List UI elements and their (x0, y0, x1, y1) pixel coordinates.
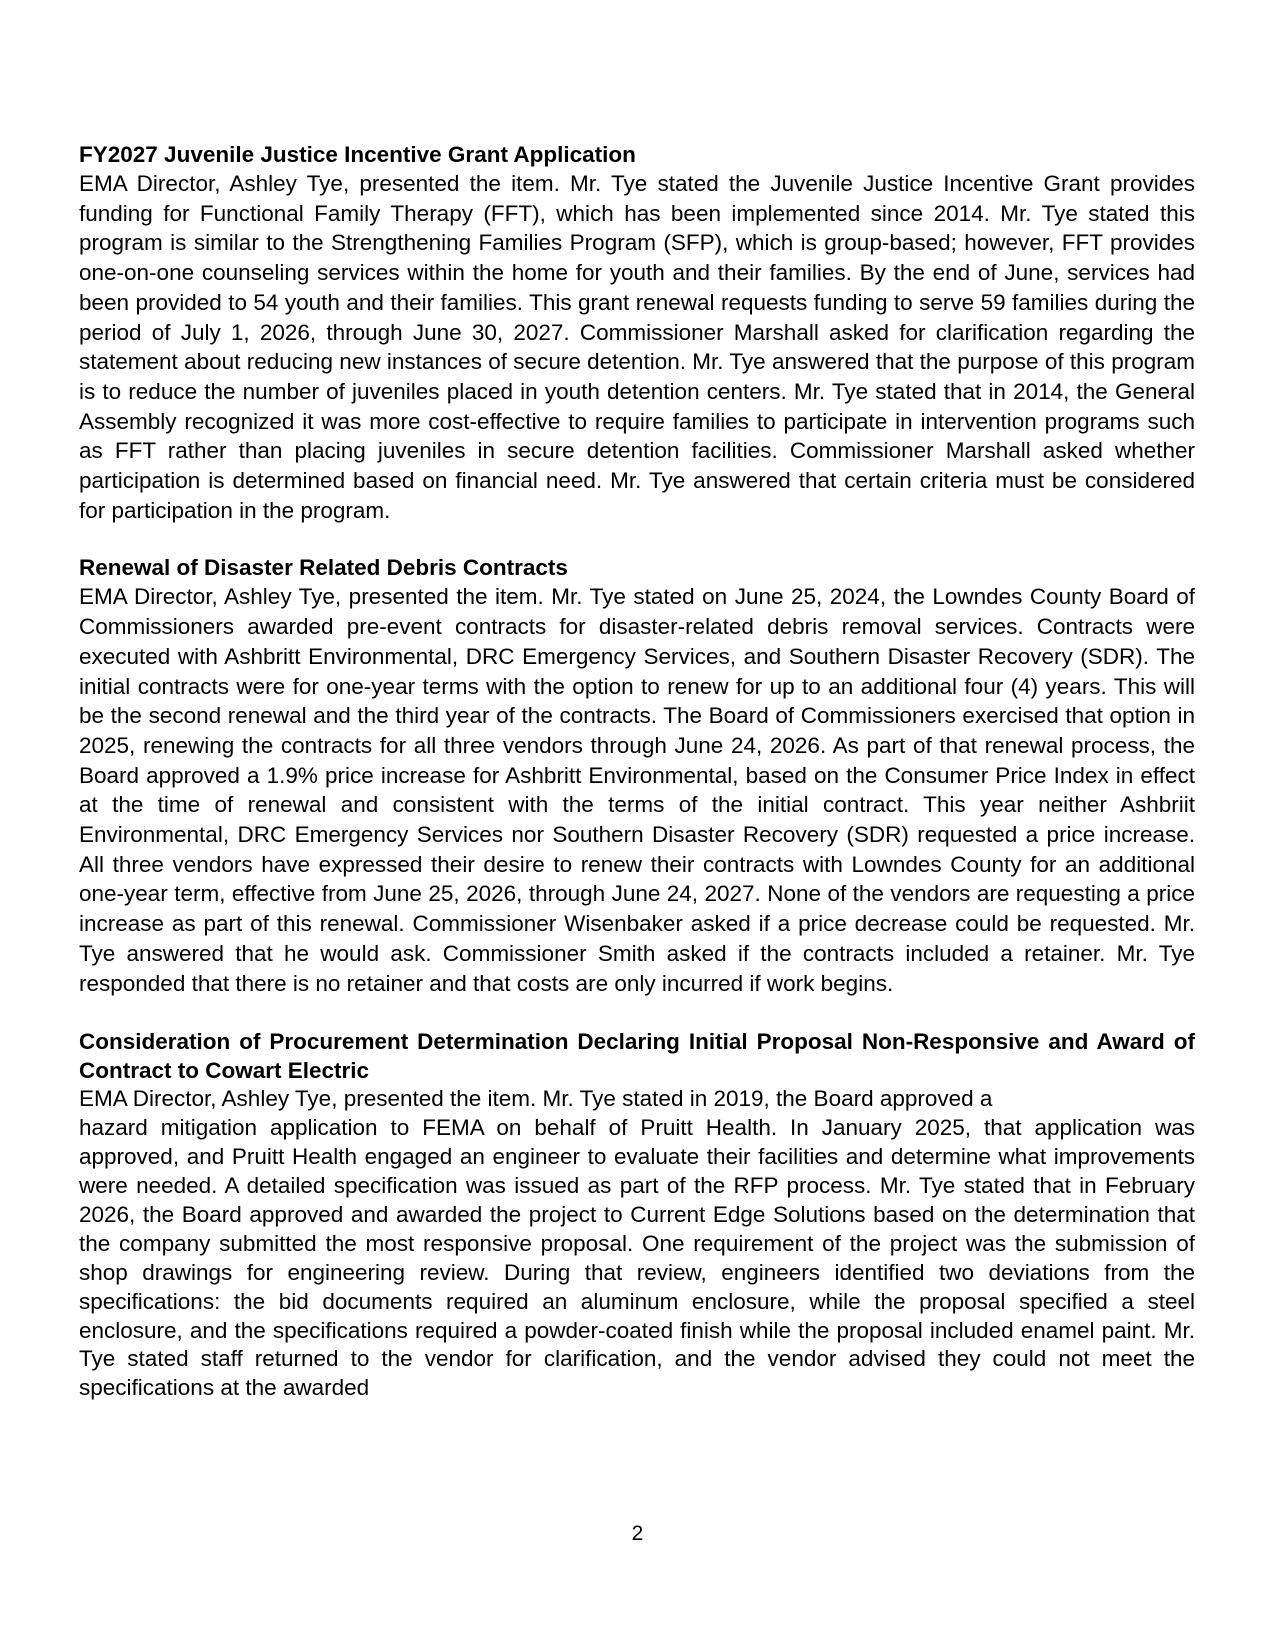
section-heading: FY2027 Juvenile Justice Incentive Grant Application (79, 142, 636, 167)
section-heading: Consideration of Procurement Determination Declaring Initial Proposal Non-Responsive and Award of Contract to Cowart Electric (79, 1029, 1195, 1084)
section-paragraph: EMA Director, Ashley Tye, presented the item. Mr. Tye stated the Juvenile Justice Incentive Grant provides funding for Functional Family Therapy (FFT), which has been implemented since 2014. Mr. Tye stated this program is similar to the Strengthening Families Program (SFP), which is group-based; however, FFT provides one-on-one counseling services within the home for youth and their families. By the end of June, services had been provided to 54 youth and their families. This grant renewal requests funding to serve 59 families during the period of July 1, 2026, through June 30, 2027. Commissioner Marshall asked for clarification regarding the statement about reducing new instances of secure detention. Mr. Tye answered that the purpose of this program is to reduce the number of juveniles placed in youth detention centers. Mr. Tye stated that in 2014, the General Assembly recognized it was more cost-effective to require families to participate in intervention programs such as FFT rather than placing juveniles in secure detention facilities. Commissioner Marshall asked whether participation is determined based on financial need. Mr. Tye answered that certain criteria must be considered for participation in the program. (79, 171, 1195, 523)
document-page (79, 140, 1195, 1403)
section-heading: Renewal of Disaster Related Debris Contracts (79, 555, 568, 581)
section-paragraph: hazard mitigation application to FEMA on behalf of Pruitt Health. In January 2025, that application was approved, and Pruitt Health engaged an engineer to evaluate their facilities and determine what improvements were needed. A detailed specification was issued as part of the RFP process. Mr. Tye stated that in February 2026, the Board approved and awarded the project to Current Edge Solutions based on the determination that the company submitted the most responsive proposal. One requirement of the project was the submission of shop drawings for engineering review. During that review, engineers identified two deviations from the specifications: the bid documents required an aluminum enclosure, while the proposal specified a steel enclosure, and the specifications required a powder-coated finish while the proposal included enamel paint. Mr. Tye stated staff returned to the vendor for clarification, and the vendor advised they could not meet the specifications at the awarded (79, 1115, 1195, 1401)
page-number: 2 (631, 1522, 644, 1545)
section-debris-contracts (79, 553, 1195, 998)
section-paragraph: EMA Director, Ashley Tye, presented the item. Mr. Tye stated on June 25, 2024, the Lowndes County Board of Commissioners awarded pre-event contracts for disaster-related debris removal services. Contracts were executed with Ashbritt Environmental, DRC Emergency Services, and Southern Disaster Recovery (SDR). The initial contracts were for one-year terms with the option to renew for up to an additional four (4) years. This will be the second renewal and the third year of the contracts. The Board of Commissioners exercised that option in 2025, renewing the contracts for all three vendors through June 24, 2026. As part of that renewal process, the Board approved a 1.9% price increase for Ashbritt Environmental, based on the Consumer Price Index in effect at the time of renewal and consistent with the terms of the initial contract. This year neither Ashbriit Environmental, DRC Emergency Services nor Southern Disaster Recovery (SDR) requested a price increase. All three vendors have expressed their desire to renew their contracts with Lowndes County for an additional one-year term, effective from June 25, 2026, through June 24, 2027. None of the vendors are requesting a price increase as part of this renewal. Commissioner Wisenbaker asked if a price decrease could be requested. Mr. Tye answered that he would ask. Commissioner Smith asked if the contracts included a retainer. Mr. Tye responded that there is no retainer and that costs are only incurred if work begins. (79, 584, 1195, 996)
section-procurement-determination (79, 1027, 1195, 1403)
section-juvenile-justice-grant (79, 140, 1195, 525)
section-spacer (79, 525, 1195, 553)
section-paragraph-first-line: EMA Director, Ashley Tye, presented the item. Mr. Tye stated in 2019, the Board approved a (79, 1086, 993, 1112)
section-spacer (79, 998, 1195, 1027)
